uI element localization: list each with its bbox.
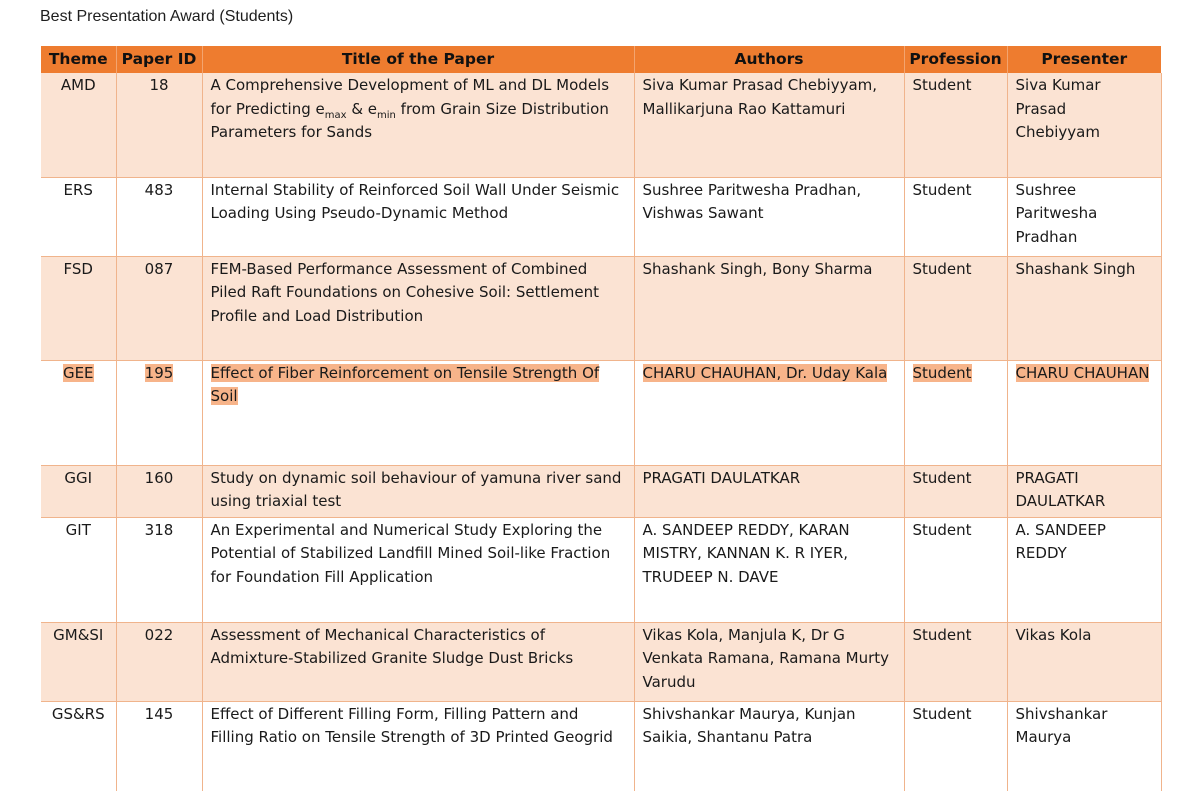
title-text: & e: [346, 99, 378, 118]
award-table: [41, 46, 1162, 791]
table-row: [41, 517, 1161, 622]
subscript-min: min: [377, 109, 396, 121]
cell-authors: Shashank Singh, Bony Sharma: [634, 256, 904, 360]
cell-profession: [904, 360, 1007, 465]
cell-presenter: [1007, 360, 1161, 465]
document-title: Best Presentation Award (Students): [40, 8, 294, 25]
header-presenter: Presenter: [1007, 46, 1161, 73]
cell-title: Study on dynamic soil behaviour of yamuna river sand using triaxial test: [202, 465, 634, 517]
cell-presenter: Sushree Paritwesha Pradhan: [1007, 177, 1161, 256]
header-authors: Authors: [634, 46, 904, 73]
cell-profession: Student: [904, 465, 1007, 517]
cell-authors: PRAGATI DAULATKAR: [634, 465, 904, 517]
cell-presenter: A. SANDEEP REDDY: [1007, 517, 1161, 622]
cell-presenter: Vikas Kola: [1007, 622, 1161, 701]
header-theme: Theme: [41, 46, 116, 73]
cell-theme: AMD: [41, 73, 116, 177]
cell-paper-id: 160: [116, 465, 202, 517]
cell-paper-id: 022: [116, 622, 202, 701]
header-profession: Profession: [904, 46, 1007, 73]
cell-paper-id: 318: [116, 517, 202, 622]
subscript-max: max: [324, 109, 347, 121]
cell-authors: Sushree Paritwesha Pradhan, Vishwas Sawant: [634, 177, 904, 256]
title-text: from Grain Size Distribution Parameters for Sands: [210, 99, 609, 141]
cell-paper-id: 18: [116, 73, 202, 177]
cell-profession: Student: [904, 622, 1007, 701]
cell-profession: Student: [904, 701, 1007, 791]
header-paper-id: Paper ID: [116, 46, 202, 73]
cell-profession: Student: [904, 517, 1007, 622]
highlight-presenter: CHARU CHAUHAN: [1015, 363, 1150, 382]
cell-presenter: Siva Kumar Prasad Chebiyyam: [1007, 73, 1161, 177]
highlight-theme: GEE: [62, 363, 94, 382]
cell-presenter: Shashank Singh: [1007, 256, 1161, 360]
highlight-paper-id: 195: [144, 363, 174, 382]
cell-authors: Vikas Kola, Manjula K, Dr G Venkata Ramana, Ramana Murty Varudu: [634, 622, 904, 701]
cell-theme: [41, 360, 116, 465]
highlight-profession: Student: [912, 363, 972, 382]
table-row: [41, 701, 1161, 791]
table-row: [41, 360, 1161, 465]
header-title: Title of the Paper: [202, 46, 634, 73]
cell-theme: FSD: [41, 256, 116, 360]
cell-title: [202, 73, 634, 177]
cell-title: Internal Stability of Reinforced Soil Wall Under Seismic Loading Using Pseudo-Dynamic Method: [202, 177, 634, 256]
table-row: [41, 465, 1161, 517]
cell-theme: GGI: [41, 465, 116, 517]
cell-presenter: PRAGATI DAULATKAR: [1007, 465, 1161, 517]
cell-theme: ERS: [41, 177, 116, 256]
cell-profession: Student: [904, 256, 1007, 360]
cell-title: [202, 360, 634, 465]
highlight-authors: CHARU CHAUHAN, Dr. Uday Kala: [642, 363, 888, 382]
cell-authors: Siva Kumar Prasad Chebiyyam, Mallikarjuna Rao Kattamuri: [634, 73, 904, 177]
cell-theme: GS&RS: [41, 701, 116, 791]
table-header-row: [41, 46, 1161, 73]
table-row: [41, 73, 1161, 177]
cell-profession: Student: [904, 73, 1007, 177]
cell-title: FEM-Based Performance Assessment of Combined Piled Raft Foundations on Cohesive Soil: Settlement Profile and Load Distribution: [202, 256, 634, 360]
title-text: A Comprehensive Development of ML and DL Models for Predicting e: [210, 76, 610, 118]
cell-paper-id: 145: [116, 701, 202, 791]
cell-authors: A. SANDEEP REDDY, KARAN MISTRY, KANNAN K. R IYER, TRUDEEP N. DAVE: [634, 517, 904, 622]
cell-title: Effect of Different Filling Form, Filling Pattern and Filling Ratio on Tensile Strength of 3D Printed Geogrid: [202, 701, 634, 791]
cell-paper-id: 483: [116, 177, 202, 256]
cell-paper-id: [116, 360, 202, 465]
table-row: [41, 177, 1161, 256]
cell-authors: Shivshankar Maurya, Kunjan Saikia, Shantanu Patra: [634, 701, 904, 791]
cell-presenter: Shivshankar Maurya: [1007, 701, 1161, 791]
cell-theme: GIT: [41, 517, 116, 622]
cell-profession: Student: [904, 177, 1007, 256]
table-row: [41, 622, 1161, 701]
cell-title: An Experimental and Numerical Study Exploring the Potential of Stabilized Landfill Mined Soil-like Fraction for Foundation Fill Application: [202, 517, 634, 622]
highlight-title: Effect of Fiber Reinforcement on Tensile Strength Of Soil: [210, 363, 600, 405]
cell-theme: GM&SI: [41, 622, 116, 701]
table-row: [41, 256, 1161, 360]
cell-title: Assessment of Mechanical Characteristics of Admixture-Stabilized Granite Sludge Dust Bricks: [202, 622, 634, 701]
cell-authors: [634, 360, 904, 465]
cell-paper-id: 087: [116, 256, 202, 360]
